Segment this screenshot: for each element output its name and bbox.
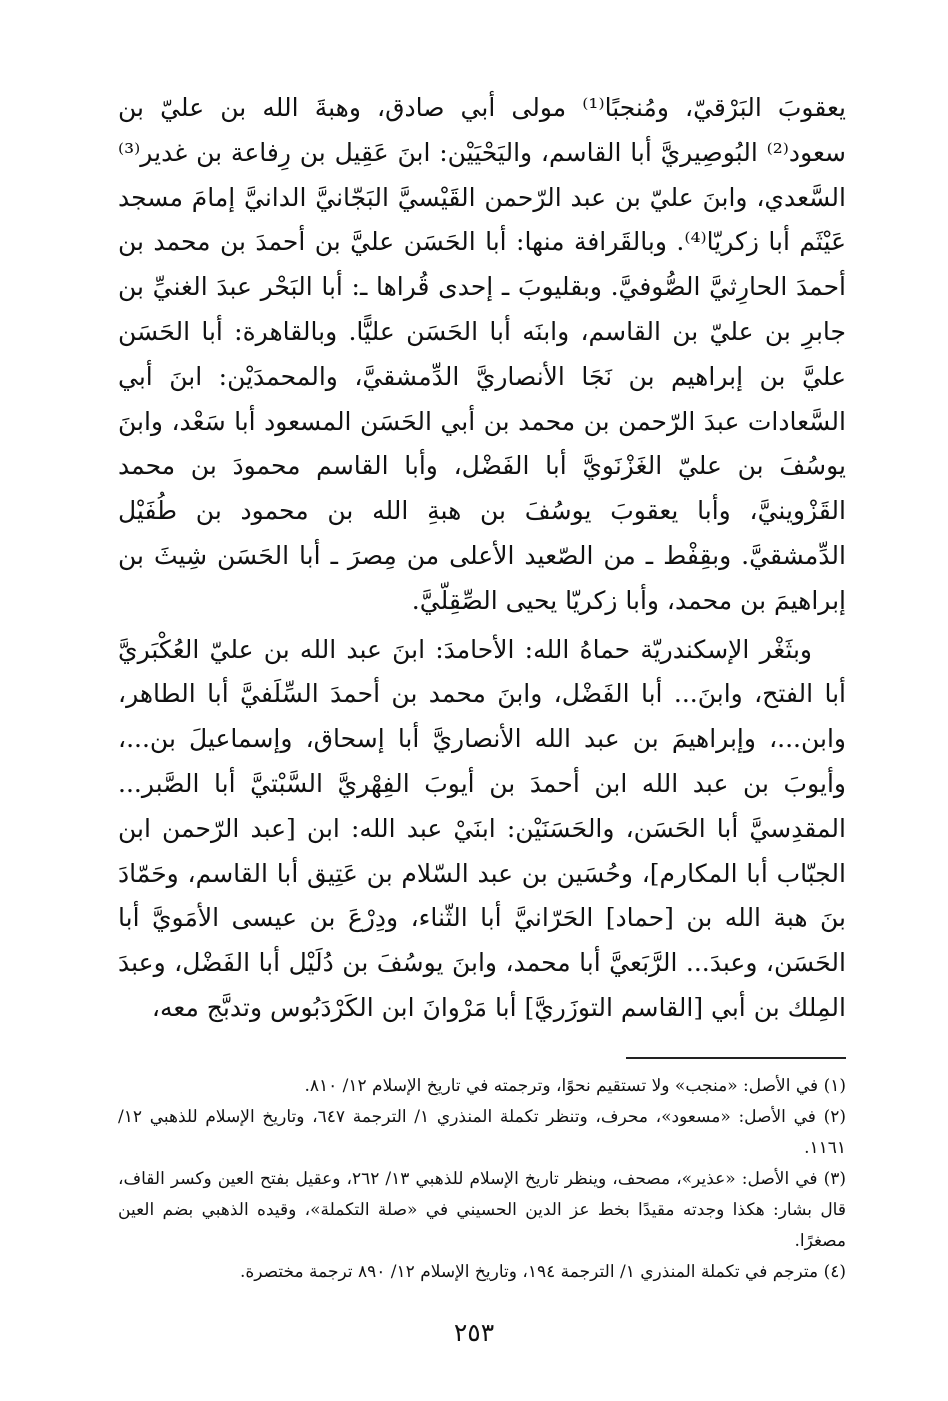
footnote-2: (٢) في الأصل: «مسعود»، محرف، وتنظر تكملة المنذري ١/ الترجمة ٦٤٧، وتاريخ الإسلام للذهبي ١٢/ ١١٦١. [118, 1106, 846, 1158]
paragraph-1: يعقوبَ البَرْقيّ، ومُنجبًا⁽¹⁾ مولى أبي صادق، وهبةَ الله بن عليّ بن سعود⁽²⁾ البُوصِيريَّ أبا القاسم، واليَحْيَيْن: ابنَ عَقِيل بن رِفاعة بن غدير⁽³⁾ السَّعدي، وابنَ عليّ بن عبد الرّحمن القَيْسيَّ البَجّانيَّ الدانيَّ إمامَ مسجد عَيْثَم أبا زكريّا⁽⁴⁾. وبالقَرافة منها: أبا الحَسَن عليَّ بن أحمدَ بن محمد بن أحمدَ الحارِثيَّ الصُّوفيَّ. وبقليوبَ ـ إحدى قُراها ـ: أبا البَحْر عبدَ الغنيِّ بن جابرِ بن عليّ بن القاسم، وابنَه أبا الحَسَن عليًّا. وبالقاهرة: أبا الحَسَن عليَّ بن إبراهيم بن نَجَا الأنصاريَّ الدِّمشقيَّ، والمحمدَيْن: ابنَ أبي السَّعادات عبدَ الرّحمن بن محمد بن أبي الحَسَن المسعود أبا سَعْد، وابنَ يوسُفَ بن عليّ الغَزْنَويَّ أبا الفَضْل، وأبا القاسم محمودَ بن محمد القَزْوينيَّ، وأبا يعقوبَ يوسُفَ بن هبةِ الله بن محمود بن طُفَيْل الدِّمشقيَّ. وبقِفْط ـ من الصّعيد الأعلى من مِصرَ ـ أبا الحَسَن شِيثَ بن إبراهيمَ بن محمد، وأبا زكريّا يحيى الصِّقِلّيَّ. [118, 93, 846, 615]
footnotes [118, 1071, 846, 1288]
footnote-separator [626, 1057, 846, 1059]
footnote-4: (٤) مترجم في تكملة المنذري ١/ الترجمة ١٩٤، وتاريخ الإسلام ١٢/ ٨٩٠ ترجمة مختصرة. [239, 1261, 846, 1282]
paragraph-2: وبثَغْر الإسكندريّة حماهُ الله: الأحامدَ: ابنَ عبد الله بن عليّ العُكْبَريَّ أبا الفتح، وابنَ... أبا الفَضْل، وابنَ محمد بن أحمدَ السِّلَفيَّ أبا الطاهر، وابن...، وإبراهيمَ بن عبد الله الأنصاريَّ أبا إسحاق، وإسماعيلَ بن...، وأيوبَ بن عبد الله ابن أحمدَ بن أيوبَ الفِهْريَّ السَّبْتيَّ أبا الصَّبر... المقدِسيَّ أبا الحَسَن، والحَسَنَيْن: ابنَيْ عبد الله: ابن [عبد الرّحمن ابن الجبّاب أبا المكارم]، وحُسَين بن عبد السّلام بن عَتِيق أبا القاسم، وحَمّادَ بنَ هبة الله بن [حماد] الحَرّانيَّ أبا الثّناء، ودِرْعَ بن عيسى الأمَويَّ أبا الحَسَن، وعبدَ... الرَّبَعيَّ أبا محمد، وابنَ يوسُفَ بن دُلَيْل أبا الفَضْل، وعبدَ المِلك بن أبي [القاسم التوزَريَّ] أبا مَرْوانَ ابن الكَرْدَبُوس وتدبَّج معه، [118, 634, 846, 1022]
footnote-1: (١) في الأصل: «منجب» ولا تستقيم نحوًا، وترجمته في تاريخ الإسلام ١٢/ ٨١٠. [304, 1075, 846, 1096]
footnote-3: (٣) في الأصل: «عذير»، مصحف، وينظر تاريخ الإسلام للذهبي ١٣/ ٢٦٢، وعقيل بفتح العين وكسر القاف، قال بشار: هكذا وجدته مقيدًا بخط عز الدين الحسيني في «صلة التكملة»، وقيده الذهبي بضم العين مصغرًا. [118, 1168, 846, 1251]
document-page [118, 86, 846, 1288]
main-text [118, 86, 846, 1031]
page-number: ٢٥٣ [453, 1318, 495, 1347]
